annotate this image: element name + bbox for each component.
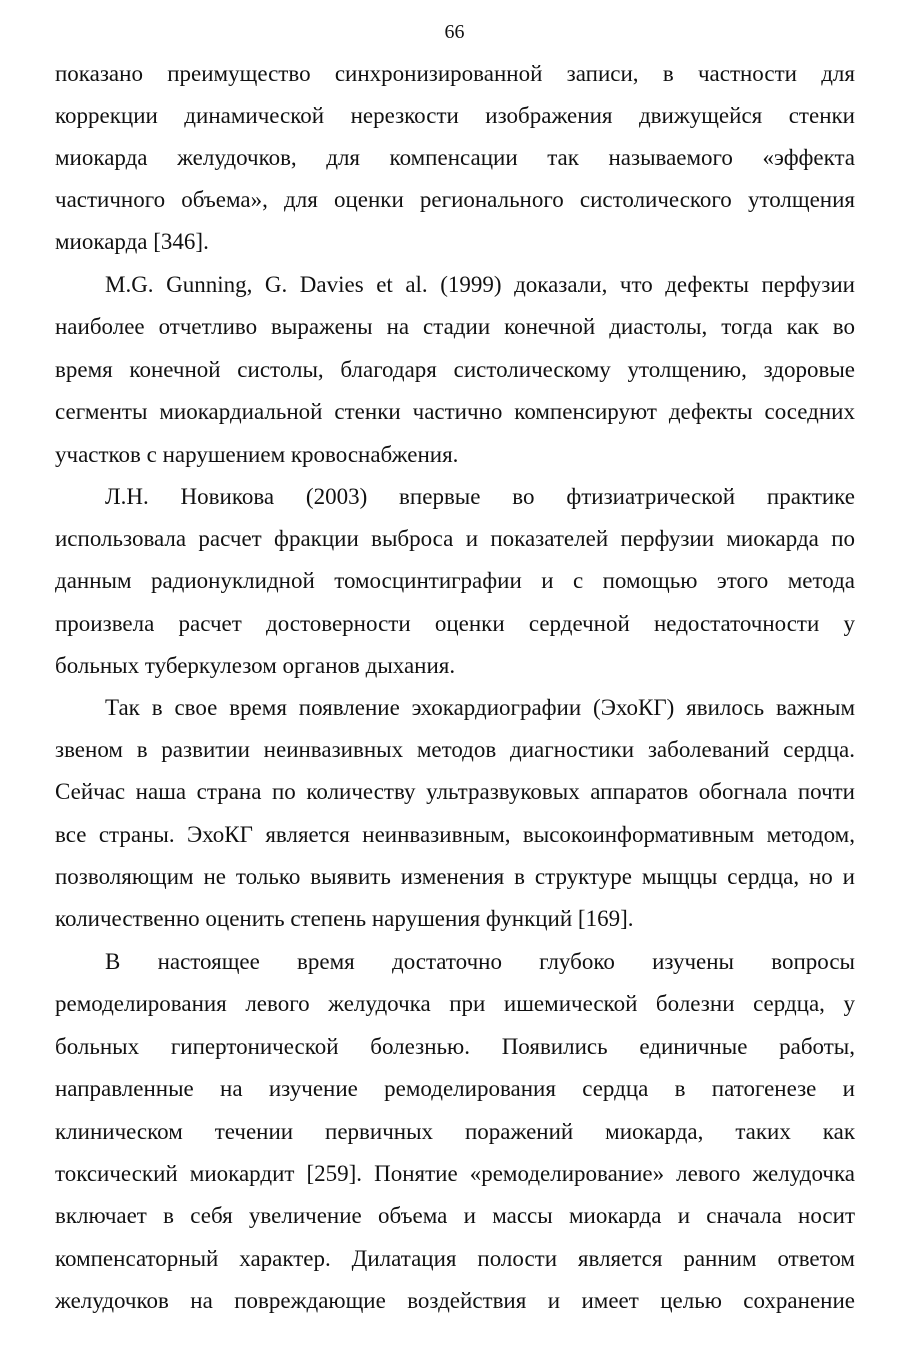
paragraph-5-line-5: клиническом течении первичных поражений миокарда, таких как bbox=[55, 1119, 855, 1144]
paragraph-4-line-5: позволяющим не только выявить изменения в структуре мыщцы сердца, но и bbox=[55, 864, 855, 889]
paragraph-4-line-6: количественно оценить степень нарушения функций [169]. bbox=[55, 906, 634, 931]
paragraph-5-line-8: компенсаторный характер. Дилатация полости является ранним ответом bbox=[55, 1246, 855, 1271]
paragraph-5-line-4: направленные на изучение ремоделирования сердца в патогенезе и bbox=[55, 1076, 855, 1101]
paragraph-4-line-1: Так в свое время появление эхокардиографии (ЭхоКГ) явилось важным bbox=[105, 695, 855, 720]
paragraph-3-line-4: произвела расчет достоверности оценки сердечной недостаточности у bbox=[55, 611, 855, 636]
paragraph-2-line-4: сегменты миокардиальной стенки частично компенсируют дефекты соседних bbox=[55, 399, 855, 424]
page-number: 66 bbox=[444, 21, 465, 43]
paragraph-3-line-1: Л.Н. Новикова (2003) впервые во фтизиатрической практике bbox=[105, 484, 855, 509]
paragraph-3-line-3: данным радионуклидной томосцинтиграфии и с помощью этого метода bbox=[55, 568, 855, 593]
paragraph-3-line-2: использовала расчет фракции выброса и показателей перфузии миокарда по bbox=[55, 526, 855, 551]
paragraph-4-line-4: все страны. ЭхоКГ является неинвазивным, высокоинформативным методом, bbox=[55, 822, 855, 847]
paragraph-3-line-5: больных туберкулезом органов дыхания. bbox=[55, 653, 456, 678]
paragraph-5-line-1: В настоящее время достаточно глубоко изучены вопросы bbox=[105, 949, 855, 974]
paragraph-5-line-3: больных гипертонической болезнью. Появились единичные работы, bbox=[55, 1034, 855, 1059]
paragraph-1-line-3: миокарда желудочков, для компенсации так называемого «эффекта bbox=[55, 145, 855, 170]
paragraph-5-line-9: желудочков на повреждающие воздействия и имеет целью сохранение bbox=[55, 1288, 855, 1313]
paragraph-4-line-2: звеном в развитии неинвазивных методов диагностики заболеваний сердца. bbox=[55, 737, 855, 762]
paragraph-2-line-3: время конечной систолы, благодаря систолическому утолщению, здоровые bbox=[55, 357, 855, 382]
paragraph-5-line-2: ремоделирования левого желудочка при ишемической болезни сердца, у bbox=[55, 991, 855, 1016]
paragraph-5-line-6: токсический миокардит [259]. Понятие «ремоделирование» левого желудочка bbox=[55, 1161, 855, 1186]
paragraph-1-line-2: коррекции динамической нерезкости изображения движущейся стенки bbox=[55, 103, 855, 128]
paragraph-1-line-4: частичного объема», для оценки регионального систолического утолщения bbox=[55, 187, 855, 212]
paragraph-1-line-1: показано преимущество синхронизированной записи, в частности для bbox=[55, 61, 855, 86]
paragraph-4-line-3: Сейчас наша страна по количеству ультразвуковых аппаратов обогнала почти bbox=[55, 779, 855, 804]
paragraph-5-line-7: включает в себя увеличение объема и массы миокарда и сначала носит bbox=[55, 1203, 855, 1228]
paragraph-2-line-2: наиболее отчетливо выражены на стадии конечной диастолы, тогда как во bbox=[55, 314, 855, 339]
paragraph-1-line-5: миокарда [346]. bbox=[55, 229, 209, 254]
paragraph-2-line-5: участков с нарушением кровоснабжения. bbox=[55, 442, 459, 467]
paragraph-2-line-1: M.G. Gunning, G. Davies et al. (1999) доказали, что дефекты перфузии bbox=[105, 272, 855, 297]
